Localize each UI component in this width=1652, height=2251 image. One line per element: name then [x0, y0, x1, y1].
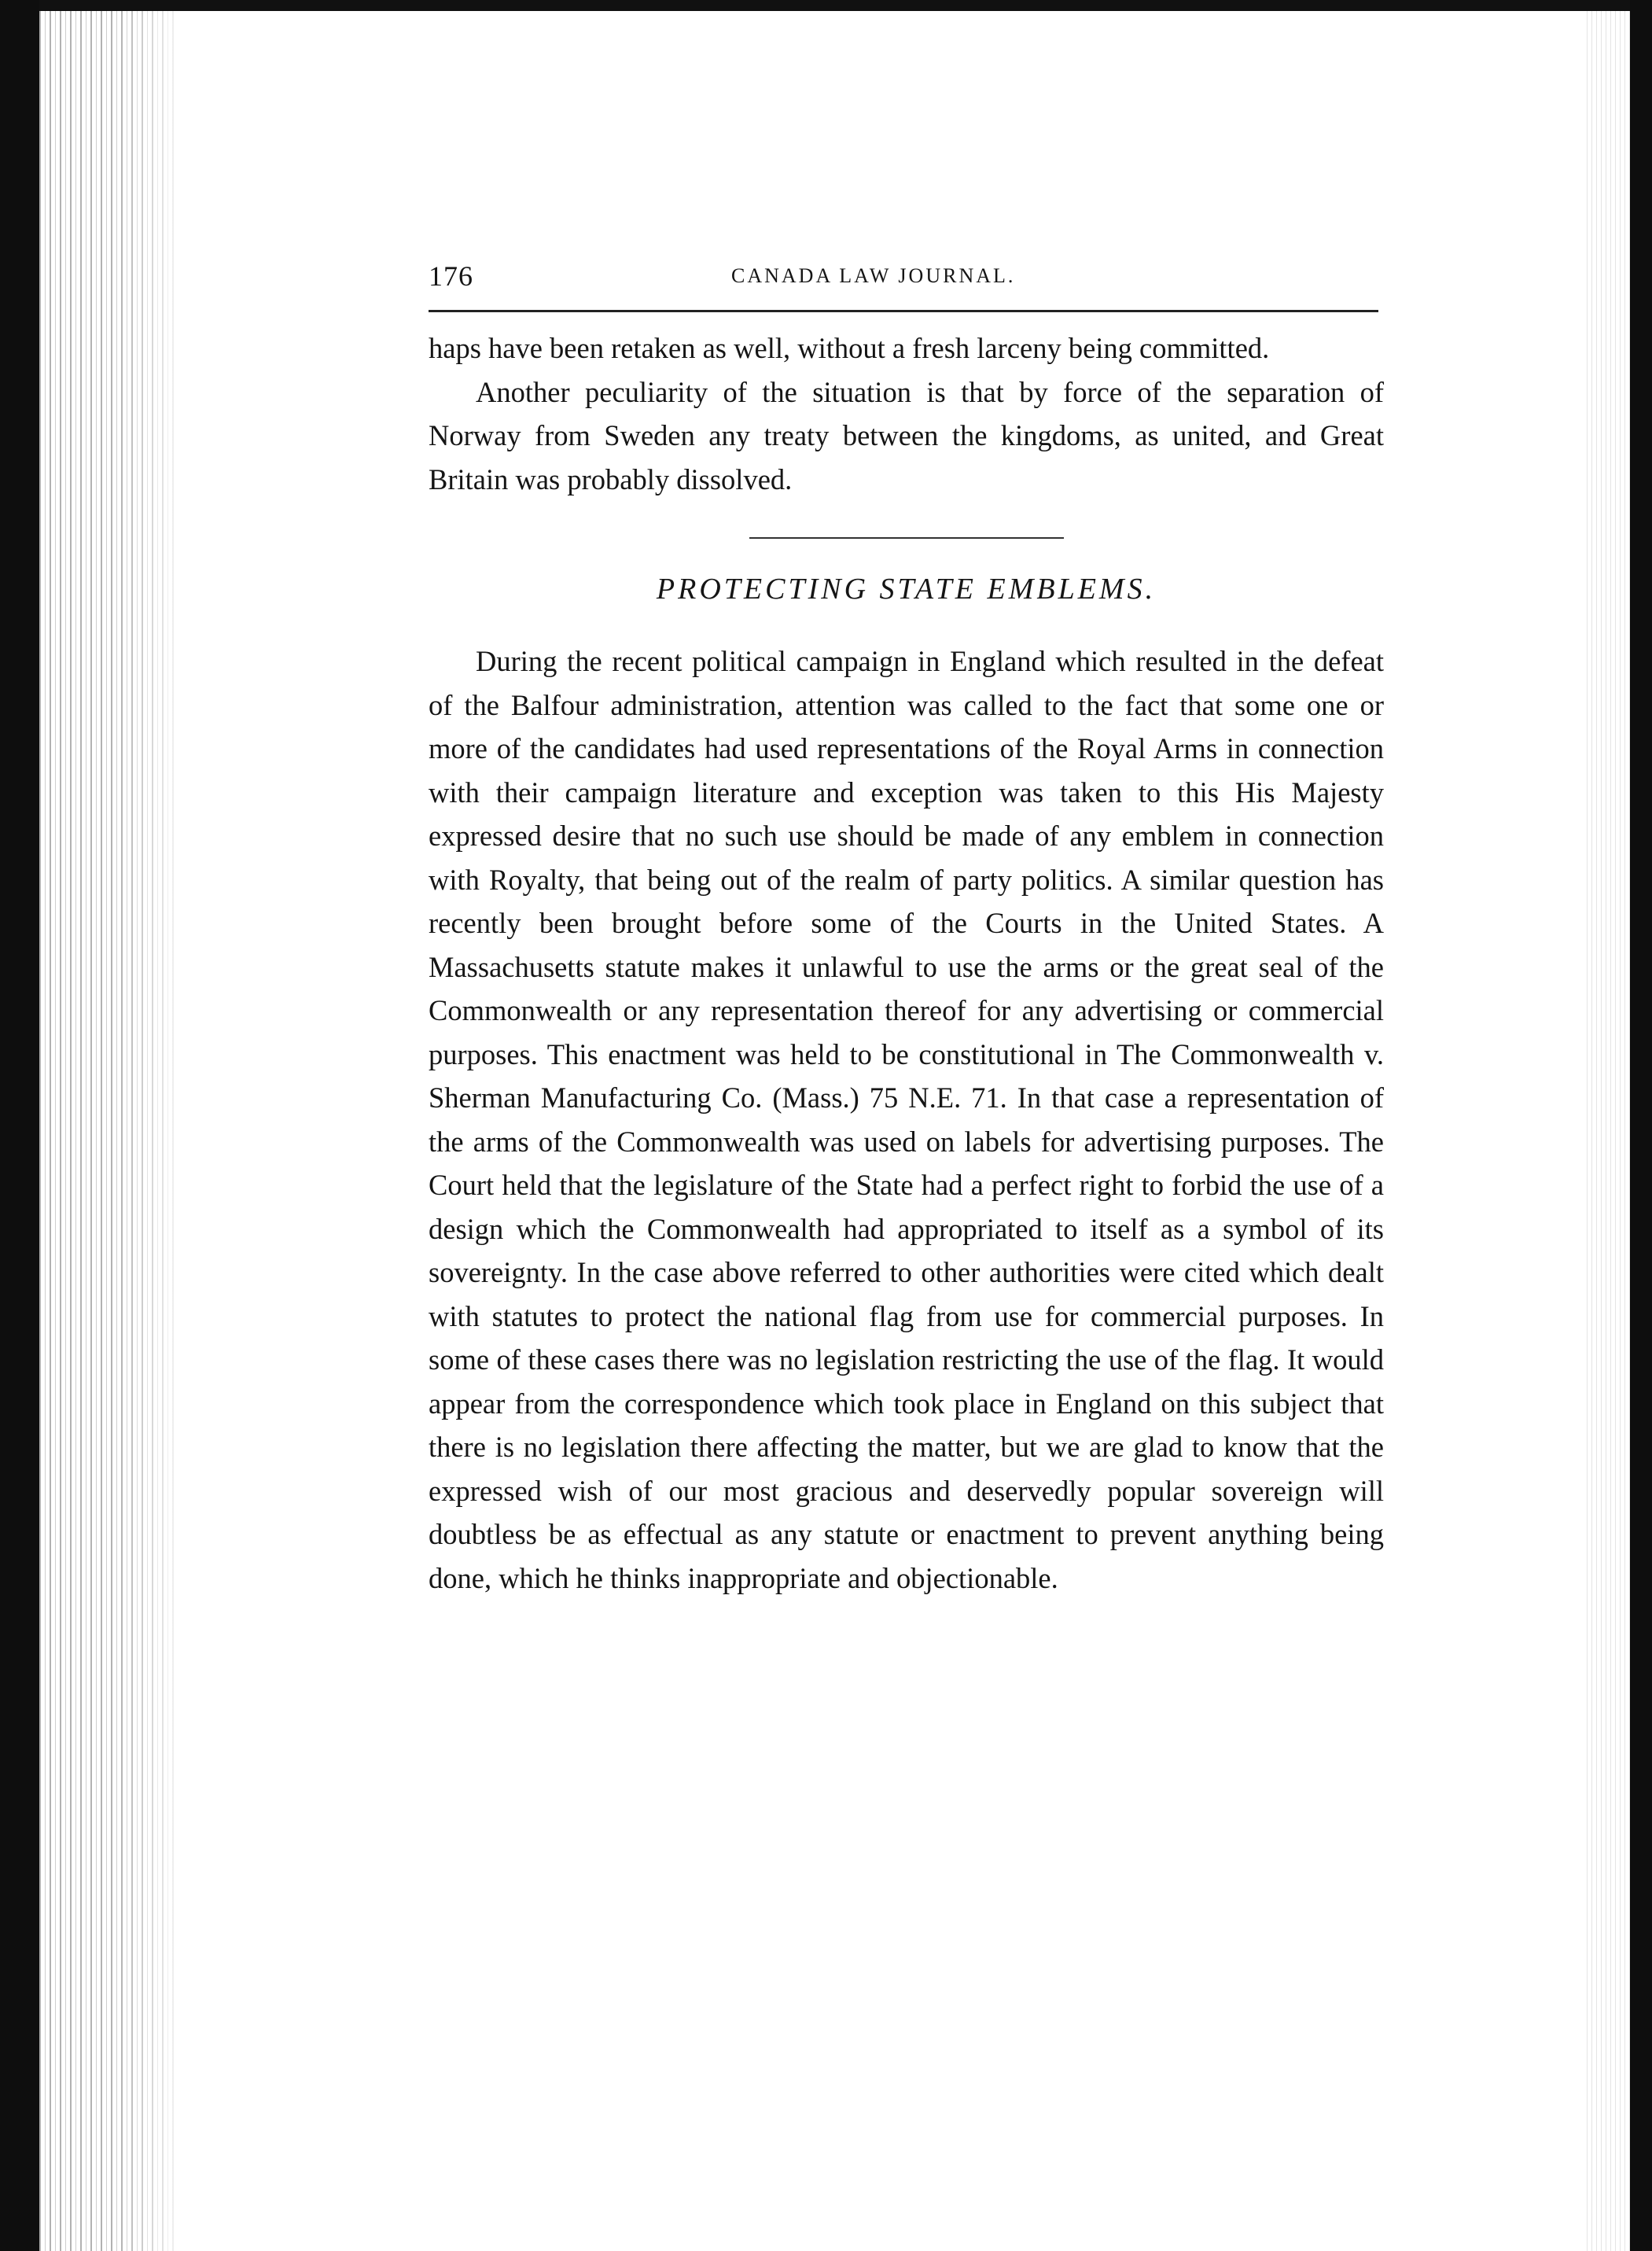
running-head [429, 260, 1384, 296]
article-body: During the recent political campaign in England which resulted in the defeat of the Balfour administration, attention was called to the fact that some one or more of the candidates had used representations of the Royal Arms in connection with their campaign literature and exception was taken to this His Majesty expressed desire that no such use should be made of any emblem in connection with Royalty, that being out of the realm of party politics. A similar question has recently been brought before some of the Courts in the United States. A Massachusetts statute makes it unlawful to use the arms or the great seal of the Commonwealth or any representation thereof for any advertising or commercial purposes. This enactment was held to be constitutional in The Commonwealth v. Sherman Manufacturing Co. (Mass.) 75 N.E. 71. In that case a representation of the arms of the Commonwealth was used on labels for advertising purposes. The Court held that the legislature of the State had a perfect right to forbid the use of a design which the Commonwealth had appropriated to itself as a symbol of its sovereignty. In the case above referred to other authorities were cited which dealt with statutes to protect the national flag from use for commercial purposes. In some of these cases there was no legislation restricting the use of the flag. It would appear from the correspondence which took place in England on this subject that there is no legislation there affecting the matter, but we are glad to know that the expressed wish of our most gracious and deservedly popular sovereign will doubtless be as effectual as any statute or enactment to prevent anything being done, which he thinks inappropriate and objectionable. [429, 645, 1384, 1594]
binding-shadow [118, 11, 189, 2251]
scan-border-right [1630, 0, 1652, 2251]
section-divider [749, 537, 1064, 539]
journal-title: CANADA LAW JOURNAL. [731, 264, 1016, 287]
scan-border-top [0, 0, 1652, 11]
scan-border-left [0, 0, 39, 2251]
page-edge-right [1587, 11, 1630, 2251]
section-heading: PROTECTING STATE EMBLEMS. [656, 573, 1157, 606]
treaty-paragraph: Another peculiarity of the situation is that by force of the separation of Norway from Sweden any treaty between the kingdoms, as united, and Great Britain was probably dissolved. [429, 375, 1384, 496]
journal-page [429, 260, 1384, 1600]
page-number: 176 [429, 260, 473, 292]
header-rule [429, 310, 1378, 312]
continued-paragraph: haps have been retaken as well, without a fresh larceny being committed. [429, 332, 1270, 364]
